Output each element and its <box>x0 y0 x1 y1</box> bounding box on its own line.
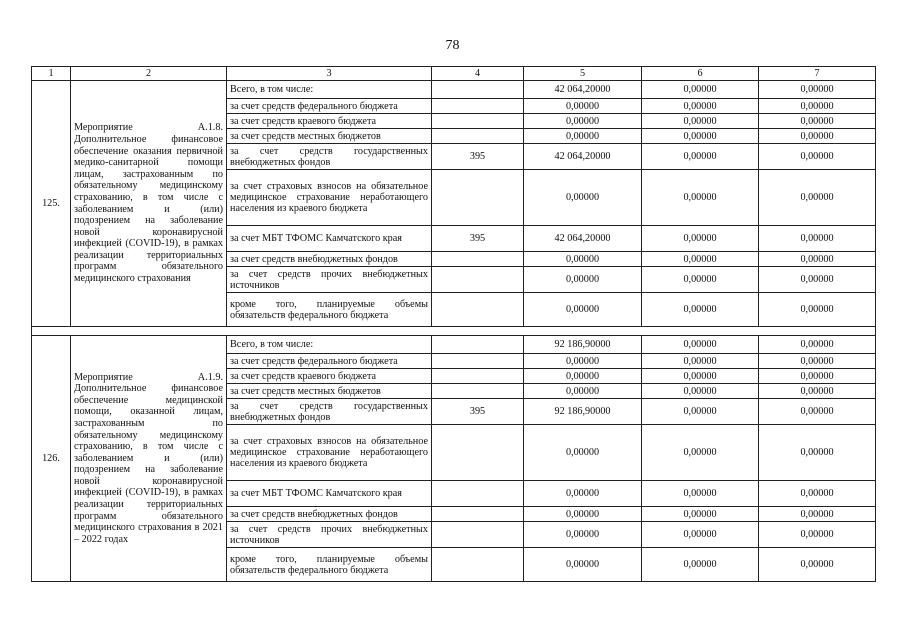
value-col5: 0,00000 <box>524 99 642 114</box>
code-cell <box>432 522 524 548</box>
funding-source: Всего, в том числе: <box>227 336 432 354</box>
table-row <box>32 81 876 99</box>
value-col6: 0,00000 <box>642 354 759 369</box>
funding-source: за счет средств краевого бюджета <box>227 114 432 129</box>
code-cell <box>432 81 524 99</box>
value-col7: 0,00000 <box>759 369 876 384</box>
value-col6: 0,00000 <box>642 99 759 114</box>
value-col6: 0,00000 <box>642 226 759 252</box>
value-col5: 42 064,20000 <box>524 144 642 170</box>
value-col5: 0,00000 <box>524 252 642 267</box>
code-cell: 395 <box>432 399 524 425</box>
value-col5: 0,00000 <box>524 481 642 507</box>
value-col5: 92 186,90000 <box>524 336 642 354</box>
value-col6: 0,00000 <box>642 170 759 226</box>
column-header: 4 <box>432 67 524 81</box>
funding-source: за счет средств местных бюджетов <box>227 129 432 144</box>
funding-source: за счет средств государственных внебюджетных фондов <box>227 144 432 170</box>
code-cell <box>432 369 524 384</box>
value-col7: 0,00000 <box>759 507 876 522</box>
funding-source: за счет средств местных бюджетов <box>227 384 432 399</box>
value-col7: 0,00000 <box>759 522 876 548</box>
value-col6: 0,00000 <box>642 507 759 522</box>
value-col7: 0,00000 <box>759 252 876 267</box>
value-col6: 0,00000 <box>642 399 759 425</box>
column-header: 6 <box>642 67 759 81</box>
value-col6: 0,00000 <box>642 114 759 129</box>
column-header: 1 <box>32 67 71 81</box>
funding-source: за счет МБТ ТФОМС Камчатского края <box>227 481 432 507</box>
value-col6: 0,00000 <box>642 252 759 267</box>
value-col5: 0,00000 <box>524 425 642 481</box>
value-col7: 0,00000 <box>759 114 876 129</box>
funding-source: Всего, в том числе: <box>227 81 432 99</box>
event-description: Мероприятие А.1.9. Дополнительное финансовое обеспечение медицинской помощи, оказанной лицам, застрахованным по обязательному медицинскому страхованию, в том числе с заболеванием и (или) подозрением на заболевание новой коронавирусной инфекцией (COVID-19), в рамках реализации территориальных программ обязательного медицинского страхования в 2021 – 2022 годах <box>71 336 227 582</box>
code-cell <box>432 354 524 369</box>
funding-source: за счет средств прочих внебюджетных источников <box>227 267 432 293</box>
code-cell <box>432 548 524 582</box>
column-header: 3 <box>227 67 432 81</box>
code-cell <box>432 336 524 354</box>
funding-source: за счет страховых взносов на обязательное медицинское страхование неработающего населения из краевого бюджета <box>227 170 432 226</box>
value-col6: 0,00000 <box>642 548 759 582</box>
value-col5: 42 064,20000 <box>524 226 642 252</box>
funding-source: за счет страховых взносов на обязательное медицинское страхование неработающего населения из краевого бюджета <box>227 425 432 481</box>
value-col6: 0,00000 <box>642 369 759 384</box>
value-col7: 0,00000 <box>759 267 876 293</box>
value-col7: 0,00000 <box>759 226 876 252</box>
value-col7: 0,00000 <box>759 129 876 144</box>
value-col7: 0,00000 <box>759 99 876 114</box>
value-col6: 0,00000 <box>642 144 759 170</box>
funding-source: за счет средств внебюджетных фондов <box>227 507 432 522</box>
code-cell <box>432 267 524 293</box>
value-col7: 0,00000 <box>759 170 876 226</box>
row-number: 126. <box>32 336 71 582</box>
value-col5: 0,00000 <box>524 267 642 293</box>
funding-source: за счет средств федерального бюджета <box>227 99 432 114</box>
budget-table <box>31 66 876 582</box>
value-col7: 0,00000 <box>759 399 876 425</box>
column-header: 7 <box>759 67 876 81</box>
value-col6: 0,00000 <box>642 384 759 399</box>
value-col7: 0,00000 <box>759 384 876 399</box>
column-header: 5 <box>524 67 642 81</box>
header-row <box>32 67 876 81</box>
code-cell <box>432 252 524 267</box>
value-col5: 0,00000 <box>524 522 642 548</box>
value-col5: 0,00000 <box>524 548 642 582</box>
value-col6: 0,00000 <box>642 293 759 327</box>
block-spacer <box>32 327 876 336</box>
funding-source: за счет средств краевого бюджета <box>227 369 432 384</box>
code-cell <box>432 481 524 507</box>
table-row <box>32 336 876 354</box>
value-col5: 0,00000 <box>524 369 642 384</box>
code-cell <box>432 293 524 327</box>
value-col6: 0,00000 <box>642 522 759 548</box>
code-cell: 395 <box>432 226 524 252</box>
funding-source: кроме того, планируемые объемы обязательств федерального бюджета <box>227 293 432 327</box>
value-col5: 0,00000 <box>524 384 642 399</box>
value-col6: 0,00000 <box>642 336 759 354</box>
value-col5: 0,00000 <box>524 129 642 144</box>
value-col7: 0,00000 <box>759 336 876 354</box>
spacer-cell <box>32 327 876 336</box>
value-col5: 0,00000 <box>524 354 642 369</box>
value-col7: 0,00000 <box>759 144 876 170</box>
value-col6: 0,00000 <box>642 481 759 507</box>
value-col7: 0,00000 <box>759 293 876 327</box>
value-col6: 0,00000 <box>642 425 759 481</box>
value-col5: 0,00000 <box>524 293 642 327</box>
code-cell: 395 <box>432 144 524 170</box>
row-number: 125. <box>32 81 71 327</box>
funding-source: за счет средств государственных внебюджетных фондов <box>227 399 432 425</box>
funding-source: за счет средств прочих внебюджетных источников <box>227 522 432 548</box>
value-col5: 0,00000 <box>524 507 642 522</box>
column-header: 2 <box>71 67 227 81</box>
funding-source: за счет МБТ ТФОМС Камчатского края <box>227 226 432 252</box>
event-description: Мероприятие А.1.8. Дополнительное финансовое обеспечение оказания первичной медико-санитарной помощи лицам, застрахованным по обязательному медицинскому страхованию, в том числе с заболеванием и (или) подозрением на заболевание новой коронавирусной инфекцией (COVID-19), в рамках реализации территориальных программ обязательного медицинского страхования <box>71 81 227 327</box>
value-col5: 0,00000 <box>524 114 642 129</box>
value-col7: 0,00000 <box>759 354 876 369</box>
value-col5: 42 064,20000 <box>524 81 642 99</box>
value-col5: 0,00000 <box>524 170 642 226</box>
value-col7: 0,00000 <box>759 481 876 507</box>
value-col6: 0,00000 <box>642 129 759 144</box>
code-cell <box>432 425 524 481</box>
funding-source: за счет средств федерального бюджета <box>227 354 432 369</box>
code-cell <box>432 507 524 522</box>
value-col7: 0,00000 <box>759 425 876 481</box>
funding-source: кроме того, планируемые объемы обязательств федерального бюджета <box>227 548 432 582</box>
value-col6: 0,00000 <box>642 267 759 293</box>
page-number: 78 <box>445 38 460 53</box>
code-cell <box>432 384 524 399</box>
value-col6: 0,00000 <box>642 81 759 99</box>
code-cell <box>432 129 524 144</box>
value-col5: 92 186,90000 <box>524 399 642 425</box>
funding-source: за счет средств внебюджетных фондов <box>227 252 432 267</box>
value-col7: 0,00000 <box>759 548 876 582</box>
code-cell <box>432 99 524 114</box>
value-col7: 0,00000 <box>759 81 876 99</box>
code-cell <box>432 170 524 226</box>
code-cell <box>432 114 524 129</box>
